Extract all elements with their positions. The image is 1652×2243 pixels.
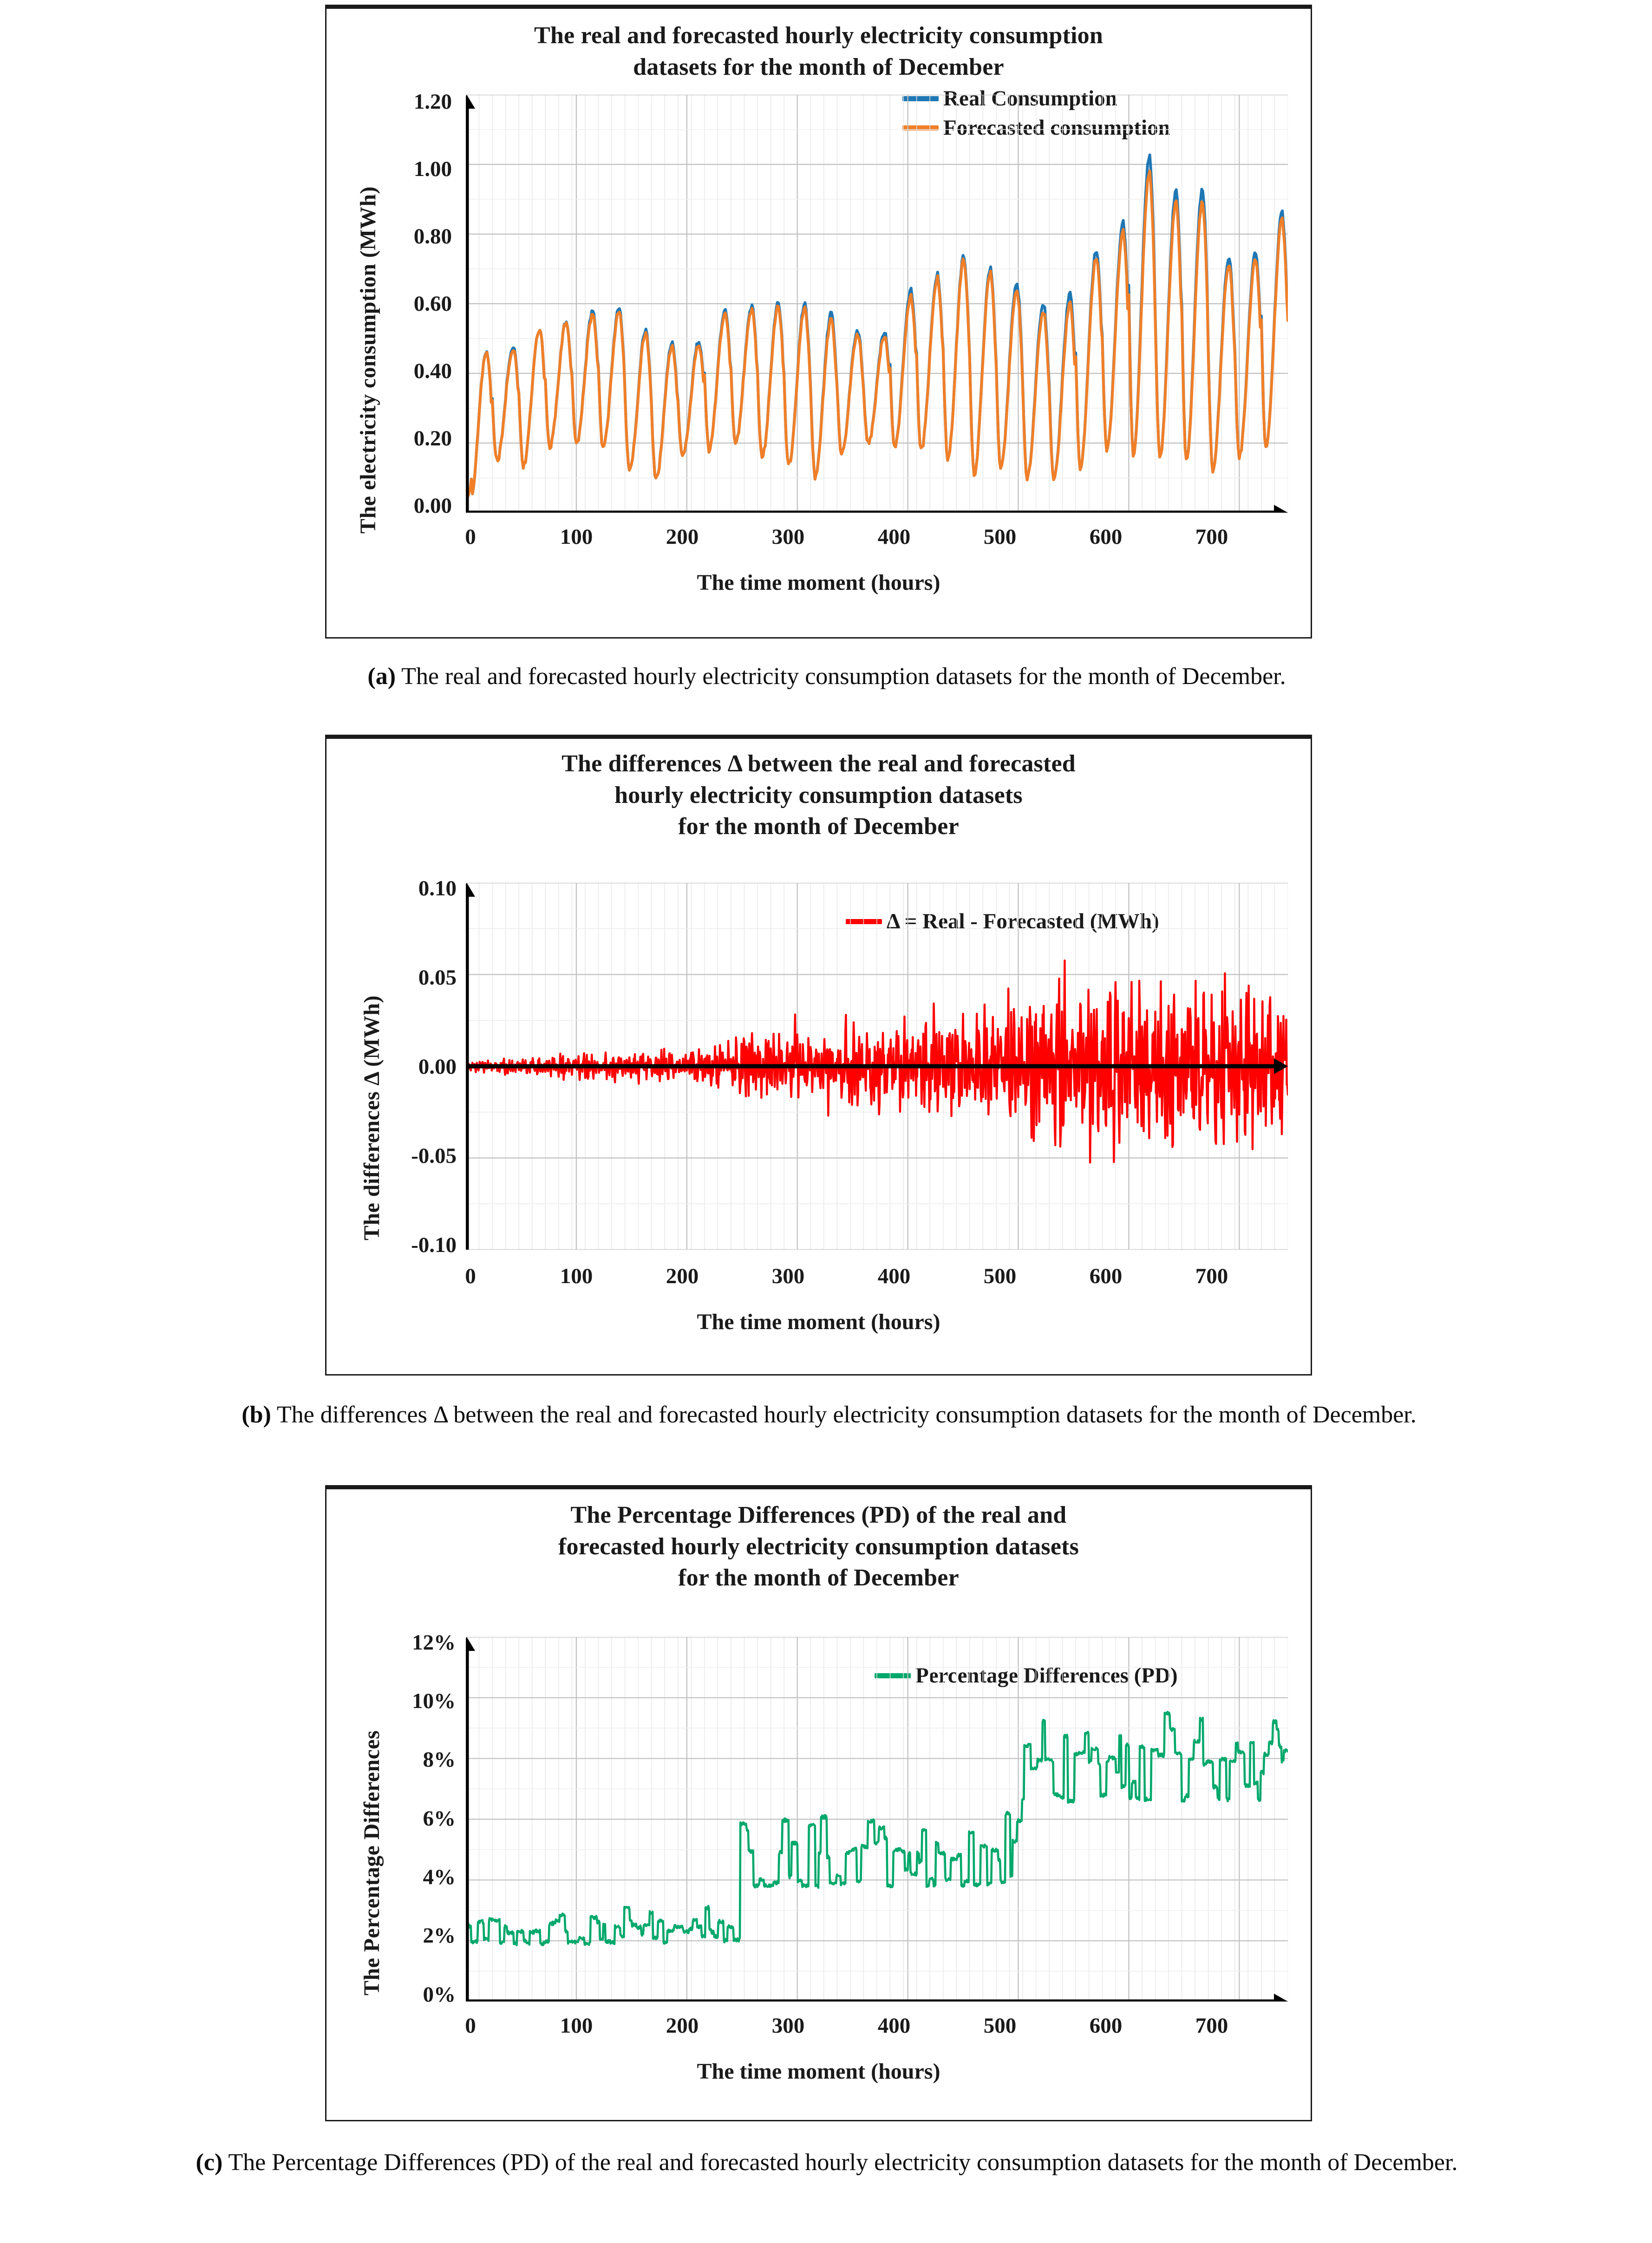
- chart-a-xtick-500: 500: [983, 525, 1017, 549]
- chart-b-title: [326, 748, 1311, 842]
- chart-panel-b: [325, 735, 1312, 1376]
- chart-a-xtick-600: 600: [1089, 525, 1123, 549]
- chart-b-ytick--0.05: -0.05: [411, 1144, 457, 1168]
- chart-a-ytick-0.00: 0.00: [413, 494, 452, 518]
- chart-c-svg: [466, 1637, 1288, 2002]
- chart-b-y-axis-title: The differences Δ (MWh): [359, 995, 384, 1240]
- chart-a-title-line1: The real and forecasted hourly electricity consumption: [534, 22, 1103, 49]
- chart-b-xtick-500: 500: [983, 1264, 1017, 1288]
- chart-b-ytick-0.10: 0.10: [418, 876, 457, 900]
- chart-panel-a: [325, 5, 1312, 639]
- chart-c-xtick-100: 100: [560, 2014, 593, 2038]
- chart-b-xtick-700: 700: [1195, 1264, 1228, 1288]
- chart-b-title-line1: The differences Δ between the real and forecasted: [562, 750, 1076, 777]
- chart-b-xtick-0: 0: [465, 1264, 476, 1288]
- caption-a: [74, 659, 1579, 694]
- chart-c-y-axis-title: The Percentage Differences: [359, 1730, 384, 1995]
- chart-c-ytick-6: 6%: [423, 1806, 456, 1831]
- chart-a-xtick-700: 700: [1195, 525, 1228, 549]
- chart-c-xtick-500: 500: [983, 2014, 1017, 2038]
- caption-b: [172, 1398, 1486, 1432]
- chart-c-ytick-4: 4%: [423, 1865, 456, 1889]
- chart-c-ytick-8: 8%: [423, 1747, 456, 1772]
- chart-a-ytick-0.80: 0.80: [413, 224, 452, 248]
- legend-label-percentage-differences: Percentage Differences (PD): [915, 1663, 1178, 1688]
- chart-c-ytick-2: 2%: [423, 1924, 456, 1948]
- chart-b-ytick-0.00: 0.00: [418, 1055, 457, 1079]
- chart-a-plot-area: [466, 95, 1288, 513]
- chart-panel-c: [325, 1485, 1312, 2121]
- chart-b-xtick-300: 300: [771, 1264, 805, 1288]
- chart-b-svg: [466, 883, 1288, 1250]
- chart-a-x-axis-title: The time moment (hours): [697, 570, 940, 595]
- caption-b-text: The differences Δ between the real and forecasted hourly electricity consumption datasets for the month of December.: [271, 1402, 1417, 1428]
- legend-label-delta: Δ = Real - Forecasted (MWh): [887, 909, 1159, 933]
- legend-label-real-consumption: Real Consumption: [943, 86, 1117, 111]
- chart-b-xtick-200: 200: [666, 1264, 699, 1288]
- chart-c-title-line2: forecasted hourly electricity consumption datasets: [558, 1533, 1079, 1560]
- chart-a-title-line2: datasets for the month of December: [633, 53, 1004, 80]
- chart-a-ytick-0.40: 0.40: [413, 359, 452, 383]
- chart-b-title-line3: for the month of December: [678, 813, 959, 840]
- chart-c-xtick-0: 0: [465, 2014, 476, 2038]
- chart-a-xtick-100: 100: [560, 525, 593, 549]
- chart-a-svg: [466, 95, 1288, 513]
- chart-c-xtick-400: 400: [877, 2014, 911, 2038]
- chart-c-title: [326, 1500, 1311, 1594]
- chart-c-plot-area: [466, 1637, 1288, 2002]
- chart-b-xtick-100: 100: [560, 1264, 593, 1288]
- chart-b-ytick--0.10: -0.10: [411, 1233, 457, 1257]
- chart-c-xtick-700: 700: [1195, 2014, 1228, 2038]
- chart-b-x-axis-title: The time moment (hours): [697, 1310, 940, 1334]
- chart-c-xtick-600: 600: [1089, 2014, 1123, 2038]
- chart-c-x-axis-title: The time moment (hours): [697, 2059, 940, 2084]
- chart-a-ytick-0.20: 0.20: [413, 426, 452, 450]
- chart-a-xtick-400: 400: [877, 525, 911, 549]
- chart-a-xtick-0: 0: [465, 525, 476, 549]
- caption-b-prefix: (b): [242, 1402, 271, 1428]
- caption-c-prefix: (c): [196, 2149, 223, 2176]
- chart-c-ytick-10: 10%: [412, 1689, 456, 1713]
- chart-c-title-line3: for the month of December: [678, 1565, 959, 1591]
- caption-c: [28, 2145, 1626, 2180]
- chart-a-xtick-300: 300: [771, 525, 805, 549]
- caption-a-text: The real and forecasted hourly electricity consumption datasets for the month of December.: [396, 663, 1286, 690]
- chart-c-xtick-200: 200: [666, 2014, 699, 2038]
- chart-b-title-line2: hourly electricity consumption datasets: [614, 782, 1023, 809]
- chart-a-title: [326, 20, 1311, 83]
- chart-c-ytick-0: 0%: [423, 1982, 456, 2007]
- chart-b-xtick-400: 400: [877, 1264, 911, 1288]
- chart-b-plot-area: [466, 883, 1288, 1250]
- chart-c-xtick-300: 300: [771, 2014, 805, 2038]
- chart-a-y-axis-title: The electricity consumption (MWh): [356, 186, 380, 534]
- chart-b-xtick-600: 600: [1089, 1264, 1123, 1288]
- chart-a-ytick-1.20: 1.20: [413, 90, 452, 114]
- legend-label-forecasted-consumption: Forecasted consumption: [943, 116, 1170, 140]
- caption-c-text: The Percentage Differences (PD) of the real and forecasted hourly electricity consumption datasets for the month of December.: [222, 2149, 1458, 2176]
- chart-b-ytick-0.05: 0.05: [418, 965, 457, 990]
- chart-a-ytick-0.60: 0.60: [413, 292, 452, 316]
- chart-a-xtick-200: 200: [666, 525, 699, 549]
- chart-c-ytick-12: 12%: [412, 1630, 456, 1655]
- chart-c-title-line1: The Percentage Differences (PD) of the real and: [570, 1502, 1067, 1528]
- caption-a-prefix: (a): [367, 663, 396, 690]
- chart-a-ytick-1.00: 1.00: [413, 157, 452, 181]
